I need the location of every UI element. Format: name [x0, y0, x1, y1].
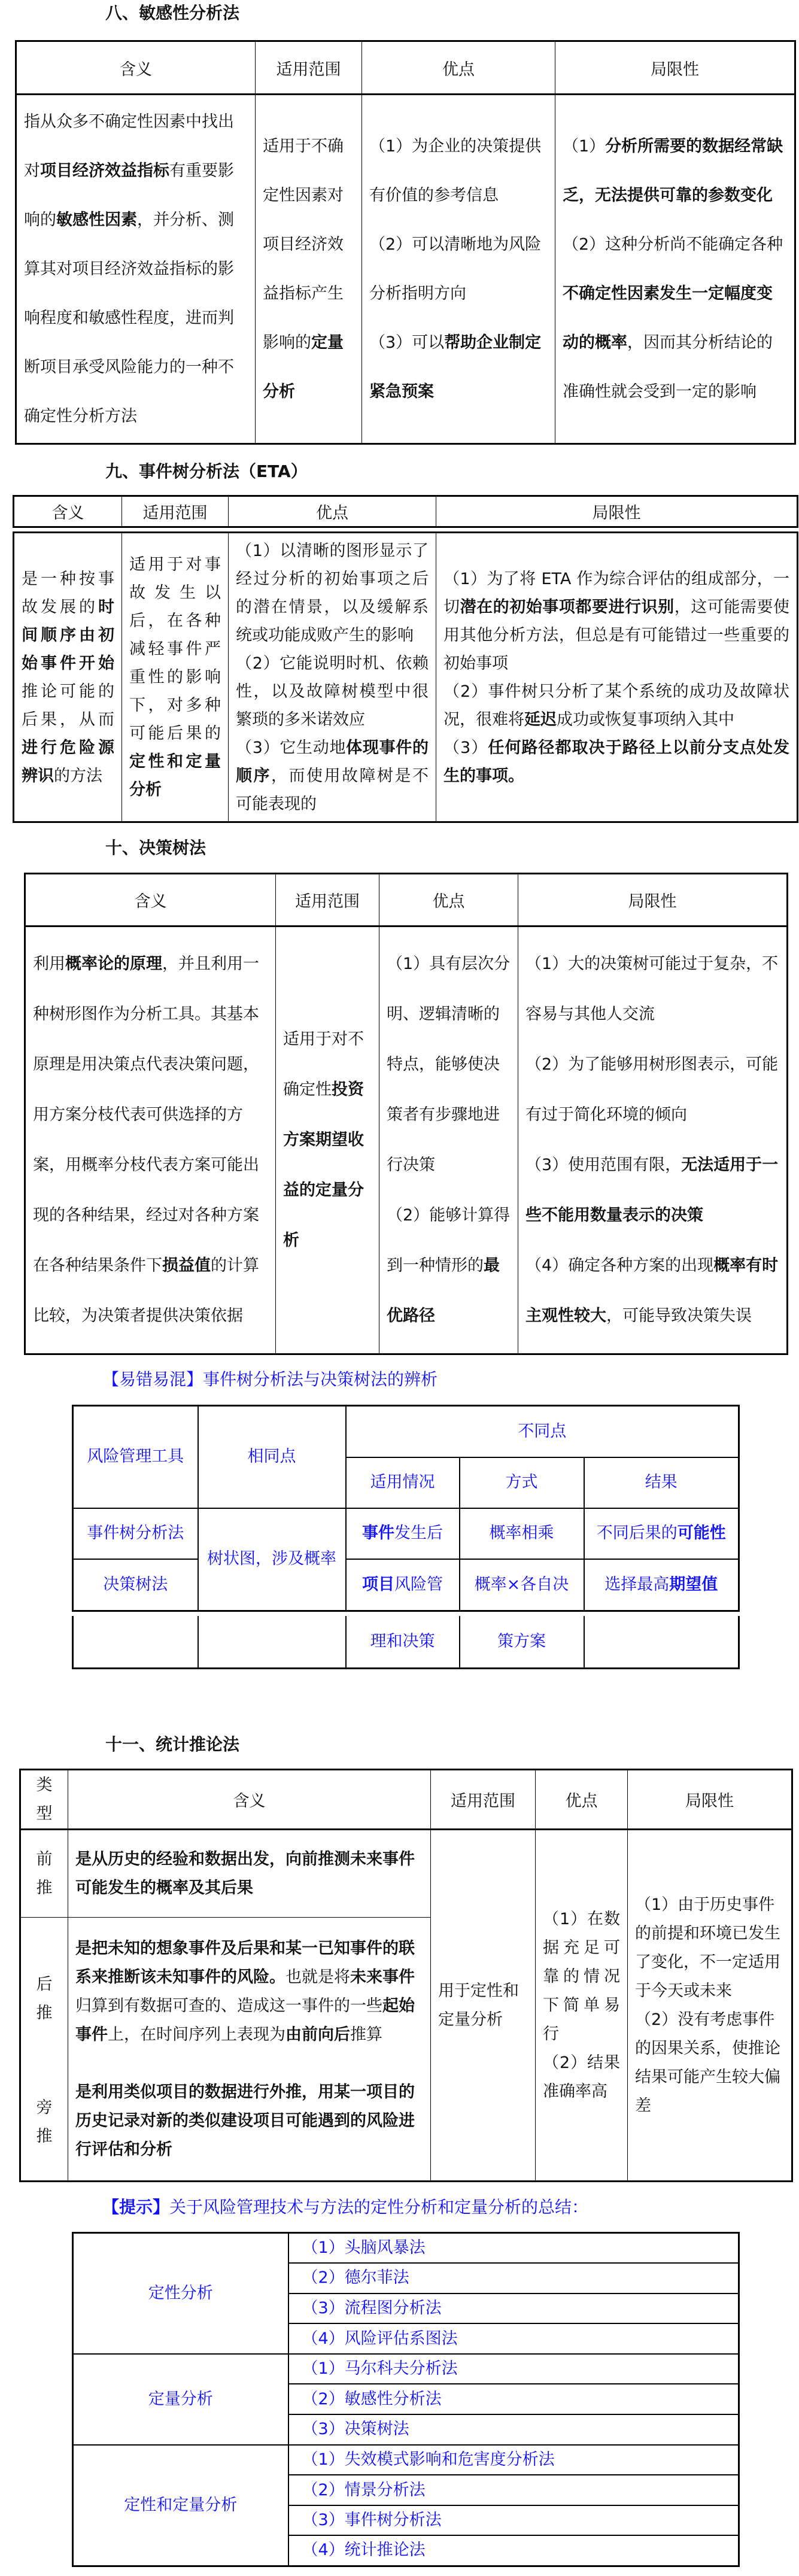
paragraph — [75, 2078, 423, 2164]
text-segment: 选择最高 — [604, 1575, 670, 1594]
text-segment: 发生后 — [394, 1524, 443, 1542]
text-segment: （1）为企业的决策提供有价值的参考信息 — [369, 136, 542, 205]
header-advantages: 优点 — [379, 874, 518, 926]
text-segment: （2）能够计算得到一种情形的 — [387, 1206, 511, 1275]
bold-text: 延迟 — [524, 710, 557, 729]
bold-text: 最优路径 — [387, 1256, 500, 1325]
text-segment: （3）可以 — [369, 333, 445, 352]
header-advantages: 优点 — [362, 41, 555, 95]
paragraph — [263, 122, 354, 417]
text-segment: 的计算比较，为决策者提供决策依据 — [33, 1256, 259, 1325]
text-segment: （1）具有层次分明、逻辑清晰的特点，能够使决策者有步骤地进行决策 — [387, 955, 511, 1174]
advantages-cell — [379, 926, 518, 1354]
paragraph — [369, 318, 548, 417]
bold-text: 无法适用于一些不能用数量表示的决策 — [525, 1156, 779, 1225]
summary-method-item: （2）情景分析法 — [288, 2475, 739, 2505]
text-segment: （3） — [443, 738, 488, 757]
limitations-cell — [436, 533, 798, 822]
bold-text: 概率有时主观性较大 — [525, 1256, 779, 1325]
bold-text: 是从历史的经验和数据出发，向前推测未来事件可能发生的概率及其后果 — [75, 1849, 415, 1897]
text-segment: 关于风险管理技术与方法的定性分析和定量分析的总结： — [169, 2197, 589, 2217]
paragraph — [543, 2049, 620, 2106]
header-tool: 风险管理工具 — [73, 1406, 198, 1508]
text-segment: ，并且利用一种树形图作为分析工具。其基本原理是用决策点代表决策问题，用方案分枝代表可供选择的方案，用概率分枝代表方案可能出现的各种结果，经过对各种方案在各种结果条件下 — [33, 955, 259, 1275]
summary-label — [102, 2195, 588, 2219]
text-segment: ，因而其分析结论的准确性就会受到一定的影响 — [563, 333, 773, 401]
bold-text: 项目经济效益指标 — [40, 161, 169, 180]
bold-text: 敏感性因素 — [56, 210, 137, 229]
bold-text: 任何路径都取决于路径上以前分支点处发生的事项。 — [443, 738, 790, 785]
paragraph — [525, 1040, 779, 1140]
bold-text: 定性和定量分析 — [129, 752, 221, 799]
meaning-cell — [16, 95, 256, 444]
text-segment: 利用 — [33, 955, 65, 973]
paragraph — [443, 734, 789, 790]
header-situation: 适用情况 — [346, 1457, 460, 1508]
bold-text: 定量分析 — [263, 333, 344, 401]
text-segment: 风险管 — [394, 1575, 443, 1594]
text-segment: 不同后果的 — [596, 1524, 678, 1542]
header-advantages: 优点 — [536, 1770, 628, 1830]
header-method: 方式 — [460, 1457, 584, 1508]
section-title-sensitivity: 八、敏感性分析法 — [105, 3, 240, 23]
paragraph — [635, 1891, 784, 2006]
scope-cell — [256, 95, 362, 444]
header-limitations: 局限性 — [518, 874, 788, 926]
text-segment: 推算 — [350, 2025, 382, 2044]
paragraph — [467, 1573, 576, 1597]
bold-text: 进行危险源辨识 — [22, 738, 114, 785]
paragraph — [592, 1521, 731, 1545]
paragraph — [129, 551, 221, 804]
summary-group-name: 定量分析 — [73, 2354, 288, 2445]
text-segment: 上，在时间序列上表现为 — [108, 2025, 285, 2044]
bold-text: 潜在的初始事项都要进行识别 — [460, 597, 675, 616]
text-segment: （2）为了能够用树形图表示，可能有过于简化环境的倾向 — [525, 1055, 779, 1124]
summary-method-item: （1）失效模式影响和危害度分析法 — [288, 2445, 739, 2475]
summary-method-item: （3）决策树法 — [288, 2414, 739, 2445]
situation-cell — [346, 1508, 460, 1559]
empty-cell — [198, 1616, 346, 1668]
text-segment: （1）为了将 ETA 作为综合评估的组成部分，一切 — [443, 569, 789, 616]
comparison-table-continued — [72, 1616, 740, 1669]
table-row — [73, 1559, 739, 1611]
meaning-cell — [14, 533, 122, 822]
paragraph — [236, 537, 429, 649]
paragraph — [369, 220, 548, 318]
text-segment: （2）它能说明时机、依赖性，以及故障树模型中很繁琐的多米诺效应 — [236, 654, 429, 729]
header-scope: 适用范围 — [276, 874, 379, 926]
paragraph — [102, 2197, 588, 2217]
bold-text: 是利用类似项目的数据进行外推，用某一项目的历史记录对新的类似建设项目可能遇到的风险进行评估和分析 — [75, 2083, 415, 2159]
paragraph — [354, 1573, 452, 1597]
type-side: 旁推 — [36, 2098, 53, 2146]
text-segment: （1）由于历史事件的前提和环境已发生了变化，不一定适用于今天或未来 — [635, 1895, 780, 2000]
text-segment: （3）它生动地 — [236, 738, 347, 757]
header-meaning: 含义 — [16, 41, 256, 95]
advantages-cell — [229, 533, 436, 822]
scope-cell — [122, 533, 229, 822]
type-backward: 后推 — [36, 1975, 53, 2022]
text-segment: （1）以清晰的图形显示了经过分析的初始事项之后的潜在情景，以及缓解系统或功能成败产生的影响 — [236, 541, 429, 645]
section-title-decision-tree: 十、决策树法 — [105, 838, 206, 858]
bold-text: 分析所需要的数据经常缺乏，无法提供可靠的参数变化 — [563, 136, 783, 205]
sensitivity-table — [15, 40, 796, 445]
summary-method-item: （3）事件树分析法 — [288, 2505, 739, 2536]
summary-table — [72, 2232, 740, 2567]
text-segment: 的方法 — [54, 766, 102, 785]
paragraph — [543, 1905, 620, 2049]
paragraph — [525, 939, 779, 1040]
header-meaning: 含义 — [25, 874, 276, 926]
text-segment: 概率×各自决 — [474, 1575, 569, 1594]
summary-row — [73, 2233, 739, 2264]
bold-text: 不确定性因素发生一定幅度变动的概率 — [563, 284, 773, 352]
statistical-inference-table — [19, 1769, 793, 2182]
text-segment: 归算到有数据可查的、造成这一事件的一些 — [75, 1997, 382, 2015]
text-segment: 概率相乘 — [489, 1524, 554, 1542]
header-result: 结果 — [584, 1457, 739, 1508]
summary-group-name: 定性和定量分析 — [73, 2445, 288, 2566]
header-scope: 适用范围 — [122, 496, 229, 527]
header-scope: 适用范围 — [256, 41, 362, 95]
paragraph — [443, 565, 789, 678]
text-segment: 有重要影响的 — [24, 161, 234, 229]
text-segment: （1）在数据充足可靠的情况下简单易行 — [543, 1909, 620, 2043]
empty-cell — [584, 1616, 739, 1668]
method-cell — [460, 1559, 584, 1611]
header-meaning: 含义 — [68, 1770, 431, 1830]
header-limitations: 局限性 — [628, 1770, 792, 1830]
text-segment: （2）没有考虑事件的因果关系，使推论结果可能产生较大偏差 — [635, 2010, 780, 2115]
paragraph — [525, 1241, 779, 1341]
type-forward: 前推 — [36, 1849, 53, 1897]
text-segment: ，并分析、测算其对项目经济效益指标的影响程度和敏感性程度，进而判断项目承受风险能力的一种不确定性分析方法 — [24, 210, 234, 426]
summary-method-item: （1）头脑风暴法 — [288, 2233, 739, 2264]
method-continued: 策方案 — [460, 1616, 584, 1668]
text-segment: （2）结果准确率高 — [543, 2053, 620, 2101]
bold-text: 时间顺序由初始事件开始 — [22, 597, 114, 673]
paragraph — [563, 122, 787, 220]
bold-text: 事件 — [362, 1524, 394, 1542]
bold-text: 可能性 — [677, 1524, 726, 1542]
bold-text: 未来事件 — [350, 1968, 415, 1986]
limitations-cell — [518, 926, 788, 1354]
text-segment: 适用于对不确定性 — [283, 1030, 364, 1099]
text-segment: ，可能导致决策失误 — [606, 1307, 752, 1325]
header-diff: 不同点 — [346, 1406, 739, 1457]
summary-row — [73, 2445, 739, 2475]
text-segment: （3）使用范围有限， — [525, 1156, 682, 1174]
section-title-eta: 九、事件树分析法（ETA） — [105, 461, 308, 481]
scope-cell: 用于定性和定量分析 — [431, 1830, 536, 2182]
table-row — [73, 1616, 739, 1668]
header-same: 相同点 — [198, 1406, 346, 1508]
summary-group-name: 定性分析 — [73, 2233, 288, 2354]
bold-text: 起始事件 — [75, 1997, 415, 2044]
summary-method-item: （2）敏感性分析法 — [288, 2384, 739, 2414]
scope-cell — [276, 926, 379, 1354]
text-segment: （2）可以清晰地为风险分析指明方向 — [369, 235, 542, 303]
paragraph — [387, 939, 511, 1190]
header-type: 类型 — [36, 1775, 53, 1823]
comparison-label: 【易错易混】事件树分析法与决策树法的辨析 — [102, 1369, 438, 1389]
bold-text: 损益值 — [162, 1256, 211, 1275]
section-title-statistical-inference: 十一、统计推论法 — [105, 1734, 240, 1754]
text-segment: ，而使用故障树是不可能表现的 — [236, 766, 429, 813]
text-segment: ，这可能需要使用其他分析方法，但总是有可能错过一些重要的初始事项 — [443, 597, 790, 673]
advantages-cell — [536, 1830, 628, 2182]
comparison-table — [72, 1405, 740, 1612]
summary-method-item: （3）流程图分析法 — [288, 2294, 739, 2324]
summary-method-item: （2）德尔菲法 — [288, 2263, 739, 2294]
backward-side-meaning — [68, 1918, 431, 2182]
header-advantages: 优点 — [229, 496, 436, 527]
paragraph — [75, 1934, 423, 2049]
text-segment: 是一种按事故发展的 — [22, 569, 114, 616]
text-segment: （2）这种分析尚不能确定各种 — [563, 235, 783, 254]
paragraph — [236, 734, 429, 818]
limitations-cell — [628, 1830, 792, 2182]
text-segment: （2）事件树只分析了某个系统的成功及故障状况，很难将 — [443, 682, 789, 729]
paragraph — [354, 1521, 452, 1545]
meaning-cell — [25, 926, 276, 1354]
text-segment: 适用于对事故发生以后，在各种减轻事件严重性的影响下，对多种可能后果的 — [129, 555, 221, 743]
decision-tree-table — [24, 873, 788, 1355]
bold-text: 概率论的原理 — [65, 955, 162, 973]
header-limitations: 局限性 — [555, 41, 795, 95]
bold-text: 项目 — [362, 1575, 394, 1594]
text-segment: 也就是将 — [285, 1968, 350, 1986]
method-cell — [460, 1508, 584, 1559]
text-segment: 推论可能的后果，从而 — [22, 682, 114, 729]
header-limitations: 局限性 — [436, 496, 798, 527]
paragraph — [635, 2006, 784, 2121]
summary-method-item: （4）统计推论法 — [288, 2535, 739, 2566]
bold-text: 体现事件的顺序 — [236, 738, 429, 785]
paragraph — [33, 939, 268, 1341]
tool-name: 事件树分析法 — [73, 1508, 198, 1559]
header-scope: 适用范围 — [431, 1770, 536, 1830]
paragraph — [443, 678, 789, 734]
paragraph — [24, 98, 248, 441]
bold-text: 由前向后 — [285, 2025, 350, 2044]
advantages-cell — [362, 95, 555, 444]
paragraph — [525, 1140, 779, 1241]
situation-continued: 理和决策 — [346, 1616, 460, 1668]
paragraph — [75, 1845, 423, 1903]
text-segment: 适用于不确定性因素对项目经济效益指标产生影响的 — [263, 136, 344, 352]
text-segment: （1）大的决策树可能过于复杂，不容易与其他人交流 — [525, 955, 779, 1023]
result-cell — [584, 1559, 739, 1611]
text-segment: （4）确定各种方案的出现 — [525, 1256, 714, 1275]
paragraph — [369, 122, 548, 220]
bold-text: 是把未知的想象事件及后果和某一已知事件的联系来推断该未知事件的风险。 — [75, 1939, 415, 1986]
paragraph — [563, 220, 787, 417]
summary-row — [73, 2354, 739, 2384]
forward-meaning — [68, 1830, 431, 1918]
bold-text: 帮助企业制定紧急预案 — [369, 333, 542, 401]
paragraph — [387, 1190, 511, 1341]
text-segment: （1） — [563, 136, 606, 156]
bold-text: 期望值 — [669, 1575, 718, 1594]
paragraph — [22, 565, 114, 790]
summary-method-item: （4）风险评估系图法 — [288, 2323, 739, 2354]
paragraph — [236, 649, 429, 734]
eta-table — [13, 531, 798, 823]
same-value: 树状图，涉及概率 — [198, 1508, 346, 1611]
text-segment: 成功或恢复事项纳入其中 — [557, 710, 734, 729]
paragraph — [467, 1521, 576, 1545]
tool-name: 决策树法 — [73, 1559, 198, 1611]
paragraph — [283, 1014, 372, 1266]
result-cell — [584, 1508, 739, 1559]
table-row — [73, 1508, 739, 1559]
paragraph — [592, 1573, 731, 1597]
header-meaning: 含义 — [14, 496, 122, 527]
bold-text: 投资方案期望收益的定量分析 — [283, 1080, 364, 1250]
empty-cell — [73, 1616, 198, 1668]
text-segment: 指从众多不确定性因素中找出对 — [24, 112, 234, 180]
limitations-cell — [555, 95, 795, 444]
situation-cell — [346, 1559, 460, 1611]
eta-table-header — [13, 495, 798, 528]
bold-text: 【提示】 — [102, 2197, 170, 2217]
summary-method-item: （1）马尔科夫分析法 — [288, 2354, 739, 2384]
